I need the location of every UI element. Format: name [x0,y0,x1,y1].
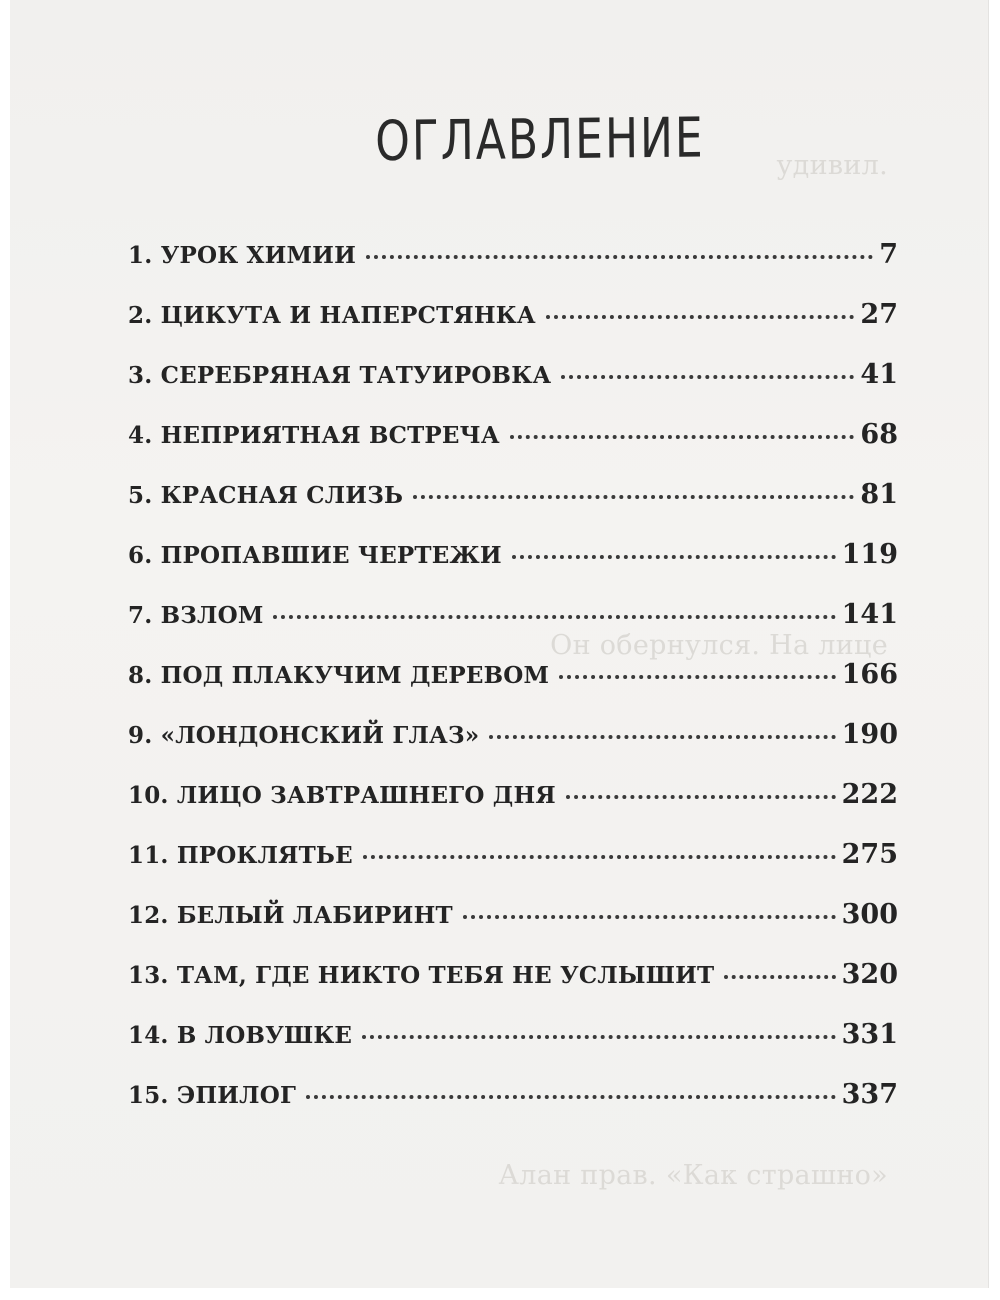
toc-entry-page: 119 [841,539,898,570]
dot-leader [362,1035,835,1039]
dot-leader [559,675,835,679]
toc-entry-page: 275 [841,839,898,870]
toc-entry-title: 9. «ЛОНДОНСКИЙ ГЛАЗ» [128,712,480,751]
toc-entry-title: 8. ПОД ПЛАКУЧИМ ДЕРЕВОМ [128,652,550,691]
dot-leader [273,615,835,619]
toc-entry [128,532,898,592]
toc-entry [128,892,898,952]
bleed-through-text: Алан прав. «Как страшно» [498,1160,888,1191]
toc-entry-title: 5. КРАСНАЯ СЛИЗЬ [128,472,404,511]
toc-entry [128,1012,898,1072]
toc-entry [128,232,898,292]
toc-entry-title: 12. БЕЛЫЙ ЛАБИРИНТ [128,892,453,931]
toc-entry [128,712,898,772]
toc-entry-title: 13. ТАМ, ГДЕ НИКТО ТЕБЯ НЕ УСЛЫШИТ [128,952,715,991]
dot-leader [363,855,836,859]
toc-entry-title: 4. НЕПРИЯТНАЯ ВСТРЕЧА [128,412,500,451]
toc-entry [128,1072,898,1132]
toc-entry [128,652,898,712]
dot-leader [566,795,836,799]
dot-leader [546,315,855,319]
toc-entry-page: 331 [841,1019,898,1050]
toc-entry-page: 337 [841,1079,898,1110]
toc-entry-page: 222 [841,779,898,810]
dot-leader [510,435,855,439]
dot-leader [463,915,836,919]
toc-entry-title: 15. ЭПИЛОГ [128,1072,297,1111]
toc-entry-page: 27 [860,299,898,330]
toc-entry-title: 2. ЦИКУТА И НАПЕРСТЯНКА [128,292,536,331]
toc-entry [128,292,898,352]
toc-entry-title: 10. ЛИЦО ЗАВТРАШНЕГО ДНЯ [128,772,556,811]
dot-leader [724,975,835,979]
toc-entry [128,472,898,532]
toc-entry-page: 41 [860,359,898,390]
toc-entry [128,352,898,412]
toc-entry [128,592,898,652]
page-title: ОГЛАВЛЕНИЕ [375,106,705,174]
dot-leader [489,735,835,739]
toc-entry-page: 300 [841,899,898,930]
toc-entry [128,952,898,1012]
dot-leader [366,255,873,259]
table-of-contents [128,232,898,1132]
toc-entry-page: 141 [841,599,898,630]
dot-leader [561,375,854,379]
bleed-through-text: Он обернулся. На лице [550,630,888,661]
toc-entry-page: 7 [879,239,898,270]
toc-entry [128,832,898,892]
toc-entry-page: 166 [841,659,898,690]
toc-entry-title: 11. ПРОКЛЯТЬЕ [128,832,353,871]
toc-entry-title: 3. СЕРЕБРЯНАЯ ТАТУИРОВКА [128,352,552,391]
toc-entry [128,412,898,472]
dot-leader [512,555,836,559]
dot-leader [413,495,854,499]
toc-entry [128,772,898,832]
toc-entry-title: 7. ВЗЛОМ [128,592,264,631]
toc-entry-title: 6. ПРОПАВШИЕ ЧЕРТЕЖИ [128,532,502,571]
toc-entry-page: 320 [841,959,898,990]
book-page [10,0,989,1288]
toc-entry-title: 1. УРОК ХИМИИ [128,232,357,271]
toc-entry-page: 190 [841,719,898,750]
toc-entry-title: 14. В ЛОВУШКЕ [128,1012,353,1051]
bleed-through-text: удивил. [776,150,888,181]
toc-entry-page: 81 [860,479,898,510]
toc-entry-page: 68 [860,419,898,450]
dot-leader [306,1095,836,1099]
